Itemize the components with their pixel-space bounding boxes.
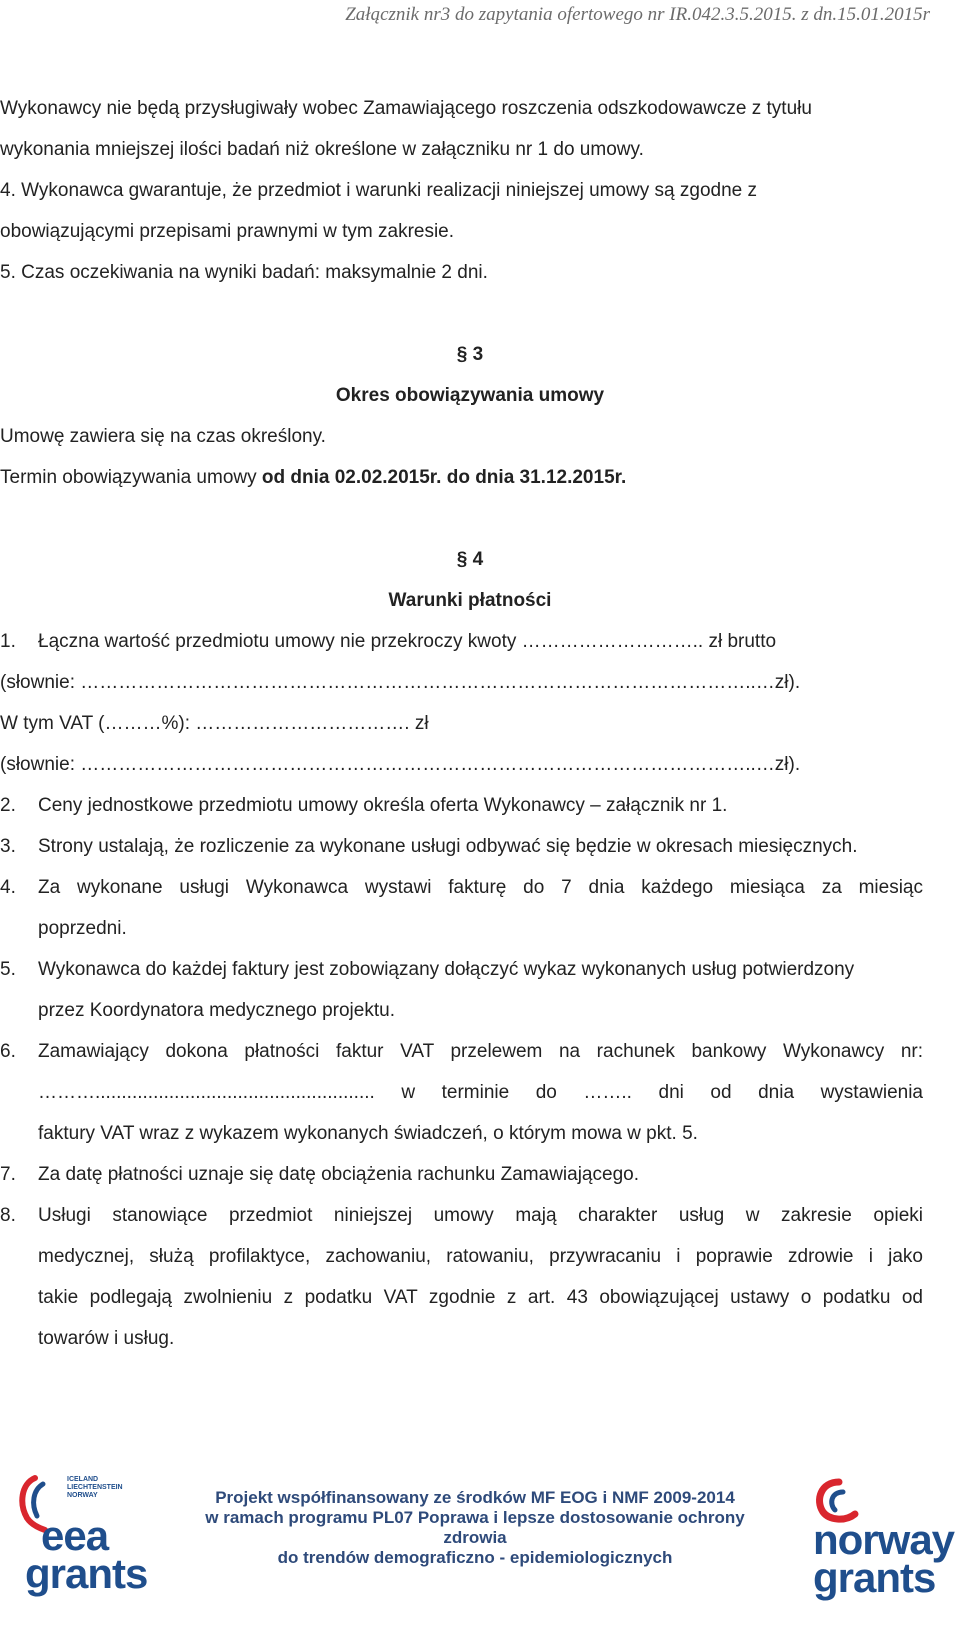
point-6-line-1: Zamawiający dokona płatności faktur VAT przelewem na rachunek bankowy Wykonawcy nr:: [38, 1041, 923, 1062]
intro-line-5: 5. Czas oczekiwania na wyniki badań: maksymalnie 2 dni.: [0, 262, 488, 283]
eea-word: eea: [41, 1512, 109, 1559]
term-dates: od dnia 02.02.2015r. do dnia 31.12.2015r.: [261, 467, 627, 488]
point-3-text: Strony ustalają, że rozliczenie za wykonane usługi odbywać się będzie w okresach miesięcznych.: [38, 836, 858, 857]
funding-line-3: do trendów demograficzno - epidemiologicznych: [277, 1548, 673, 1567]
attachment-header-note: Załącznik nr3 do zapytania ofertowego nr IR.042.3.5.2015. z dn.15.01.2015r: [345, 4, 930, 25]
point-7-number: 7.: [0, 1164, 16, 1185]
term-prefix: Termin obowiązywania umowy: [0, 467, 262, 488]
point-1-text: Łączna wartość przedmiotu umowy nie przekroczy kwoty ……………………….. zł brutto: [38, 631, 777, 652]
intro-line-3: 4. Wykonawca gwarantuje, że przedmiot i warunki realizacji niniejszej umowy są zgodne z: [0, 180, 758, 201]
eea-country-norway: NORWAY: [67, 1492, 98, 1499]
norway-grants-word: grants: [813, 1554, 936, 1601]
eea-country-liechtenstein: LIECHTENSTEIN: [67, 1484, 123, 1491]
norway-grants-logo: [805, 1472, 955, 1602]
section-3-line-1: Umowę zawiera się na czas określony.: [0, 426, 326, 447]
footer: [0, 1468, 960, 1618]
intro-line-1: Wykonawcy nie będą przysługiwały wobec Zamawiającego roszczenia odszkodowawcze z tytułu: [0, 98, 812, 119]
point-5-line-2: przez Koordynatora medycznego projektu.: [38, 1000, 395, 1021]
section-4-title: Warunki płatności: [388, 590, 552, 611]
point-6-line-2: ………..................................................... w terminie do …….. dni od dnia wystawienia: [38, 1082, 923, 1103]
point-6-number: 6.: [0, 1041, 16, 1062]
point-4-line-1: Za wykonane usługi Wykonawca wystawi fakturę do 7 dnia każdego miesiąca za miesiąc: [38, 877, 923, 898]
point-4-line-2: poprzedni.: [38, 918, 127, 939]
norway-word: norway: [813, 1516, 955, 1563]
point-6-line-3: faktury VAT wraz z wykazem wykonanych świadczeń, o którym mowa w pkt. 5.: [38, 1123, 698, 1144]
section-4-mark: § 4: [456, 549, 484, 570]
point-8-line-3: takie podlegają zwolnieniu z podatku VAT zgodnie z art. 43 obowiązującej ustawy o podatku od: [38, 1287, 923, 1308]
point-4-number: 4.: [0, 877, 16, 898]
section-3-mark: § 3: [456, 344, 484, 365]
section-3-line-2: [0, 466, 626, 490]
point-3-number: 3.: [0, 836, 16, 857]
point-1-number: 1.: [0, 631, 16, 652]
section-3-title: Okres obowiązywania umowy: [335, 385, 605, 406]
intro-line-4: obowiązującymi przepisami prawnymi w tym zakresie.: [0, 221, 455, 242]
point-8-line-1: Usługi stanowiące przedmiot niniejszej umowy mają charakter usług w zakresie opieki: [38, 1205, 923, 1226]
vat-line: W tym VAT (………%): ……………………………. zł: [0, 713, 429, 734]
eea-grants-logo: [15, 1472, 148, 1602]
eea-country-iceland: ICELAND: [67, 1476, 99, 1483]
point-5-number: 5.: [0, 959, 16, 980]
point-5-line-1: Wykonawca do każdej faktury jest zobowiązany dołączyć wykaz wykonanych usług potwierdzony: [38, 959, 855, 980]
point-7-text: Za datę płatności uznaje się datę obciążenia rachunku Zamawiającego.: [38, 1164, 639, 1185]
intro-line-2: wykonania mniejszej ilości badań niż określone w załączniku nr 1 do umowy.: [0, 139, 644, 160]
amount-in-words-1: (słownie: ……………………………………………………………………………………………..…zł).: [0, 672, 801, 693]
point-2-number: 2.: [0, 795, 16, 816]
funding-line-2: w ramach programu PL07 Poprawa i lepsze dostosowanie ochrony zdrowia: [205, 1508, 745, 1547]
amount-in-words-2: (słownie: ……………………………………………………………………………………………..…zł).: [0, 754, 801, 775]
point-8-number: 8.: [0, 1205, 16, 1226]
point-8-line-2: medycznej, służą profilaktyce, zachowaniu, ratowaniu, przywracaniu i poprawie zdrowie i jako: [38, 1246, 923, 1267]
funding-note: [195, 1488, 755, 1568]
eea-grants-word: grants: [25, 1550, 148, 1597]
point-8-line-4: towarów i usług.: [38, 1328, 175, 1349]
point-2-text: Ceny jednostkowe przedmiotu umowy określa oferta Wykonawcy – załącznik nr 1.: [38, 795, 728, 816]
eea-countries: [67, 1476, 123, 1500]
funding-line-1: Projekt współfinansowany ze środków MF EOG i NMF 2009-2014: [215, 1488, 735, 1507]
